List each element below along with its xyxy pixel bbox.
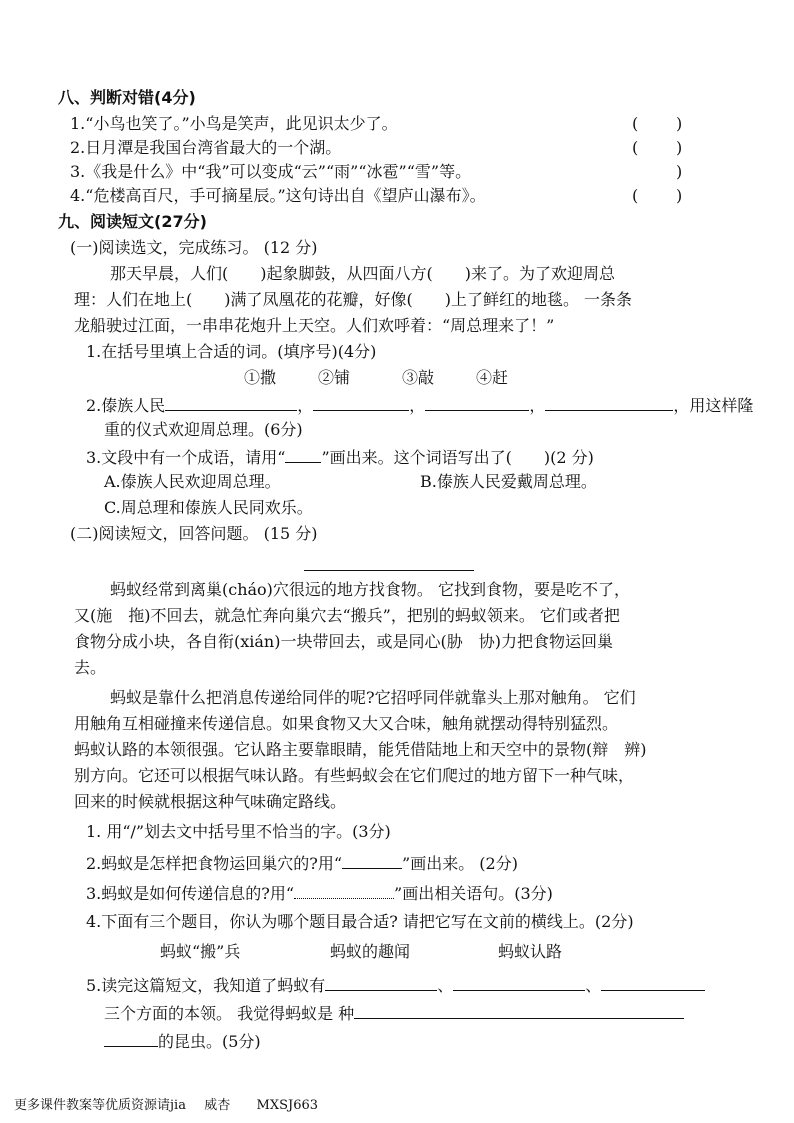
q4-option-3: 蚂蚁认路 bbox=[498, 942, 563, 961]
q1-option-2: ②铺 bbox=[318, 368, 351, 387]
p2q3-text-a: 3.蚂蚁是如何传递信息的?用“ bbox=[86, 884, 295, 903]
part2-question-4: 4.下面有三个题目，你认为哪个题目最合适? 请把它写在文前的横线上。(2分) bbox=[86, 912, 634, 931]
section9-title: 九、阅读短文(27分) bbox=[58, 212, 207, 231]
p2q5-line2-text: 三个方面的本领。 我觉得蚂蚁是 种 bbox=[104, 1004, 355, 1023]
p2q5-text-a: 5.读完这篇短文，我知道了蚂蚁有 bbox=[86, 976, 326, 995]
q4-option-1: 蚂蚁“搬”兵 bbox=[160, 942, 241, 961]
answer-paren-close-4: ) bbox=[676, 186, 683, 205]
passage1-line-2: 理：人们在地上( )满了凤凰花的花瓣，好像( )上了鲜红的地毯。 一条条 bbox=[74, 290, 633, 309]
part1-question-3 bbox=[86, 446, 594, 468]
passage2-p2-line-3: 蚂蚁认路的本领很强。它认路主要靠眼睛，能凭借陆地上和天空中的景物(辩 辨) bbox=[74, 740, 647, 759]
passage2-p2-line-2: 用触角互相碰撞来传递信息。如果食物又大又合味，触角就摆动得特别猛烈。 bbox=[74, 714, 619, 733]
part2-question-2 bbox=[86, 852, 518, 874]
p2q5-blank-5[interactable] bbox=[104, 1030, 158, 1047]
footer bbox=[14, 1094, 318, 1113]
q3-underline-sample bbox=[285, 446, 321, 463]
judge-item-1: 1.“小鸟也笑了。”小鸟是笑声，此见识太少了。 bbox=[70, 114, 398, 133]
q3-option-c: C.周总理和傣族人民同欢乐。 bbox=[104, 498, 313, 517]
footer-text-1: 更多课件教案等优质资源请jia bbox=[14, 1098, 186, 1113]
answer-paren-close-3: ) bbox=[676, 162, 683, 181]
q2-sep-3: ， bbox=[529, 396, 546, 415]
passage2-p2-line-4: 别方向。它还可以根据气味认路。有些蚂蚁会在它们爬过的地方留下一种气味， bbox=[74, 766, 635, 785]
part1-header: (一)阅读选文，完成练习。 (12 分) bbox=[70, 238, 318, 257]
part2-question-1: 1. 用“/”划去文中括号里不恰当的字。(3分) bbox=[86, 822, 391, 841]
passage2-p2-line-5: 回来的时候就根据这种气味确定路线。 bbox=[74, 792, 347, 811]
q2-blank-3[interactable] bbox=[425, 394, 529, 411]
p2q5-blank-3[interactable] bbox=[601, 974, 705, 991]
q2-prefix: 2.傣族人民 bbox=[86, 396, 166, 415]
footer-text-3: MXSJ663 bbox=[256, 1098, 319, 1113]
passage2-p1-line-3: 食物分成小块，各自衔(xián)一块带回去，或是同心(胁 协)力把食物运回巢 bbox=[74, 632, 613, 651]
title-blank-line[interactable] bbox=[304, 550, 474, 571]
q5-line-3 bbox=[104, 1030, 261, 1052]
part2-question-5 bbox=[86, 974, 705, 996]
q2-sep-2: ， bbox=[409, 396, 426, 415]
part1-question-1: 1.在括号里填上合适的词。(填序号)(4分) bbox=[86, 342, 377, 361]
q2-blank-1[interactable] bbox=[165, 394, 297, 411]
q4-option-2: 蚂蚁的趣闻 bbox=[330, 942, 411, 961]
p2q2-underline-sample bbox=[342, 852, 402, 869]
answer-paren-close-1: ) bbox=[676, 114, 683, 133]
answer-paren-2[interactable]: ( bbox=[632, 138, 639, 157]
answer-paren-1[interactable]: ( bbox=[632, 114, 639, 133]
p2q2-text-a: 2.蚂蚁是怎样把食物运回巢穴的?用“ bbox=[86, 854, 343, 873]
q1-option-1: ①撒 bbox=[244, 368, 277, 387]
answer-paren-close-2: ) bbox=[676, 138, 683, 157]
q1-option-3: ③敲 bbox=[402, 368, 435, 387]
p2q5-sep-2: 、 bbox=[585, 976, 602, 995]
p2q2-text-b: ”画出来。 (2分) bbox=[402, 854, 518, 873]
q3-text-a: 3.文段中有一个成语，请用“ bbox=[86, 448, 286, 467]
judge-item-4: 4.“危楼高百尺，手可摘星辰。”这句诗出自《望庐山瀑布》。 bbox=[70, 186, 486, 205]
section8-title: 八、判断对错(4分) bbox=[58, 88, 196, 107]
q2-blank-2[interactable] bbox=[313, 394, 409, 411]
q3-option-a: A.傣族人民欢迎周总理。 bbox=[104, 472, 281, 491]
judge-item-2: 2.日月潭是我国台湾省最大的一个湖。 bbox=[70, 138, 342, 157]
passage2-p1-line-2: 又(施 拖)不回去，就急忙奔向巢穴去“搬兵”，把别的蚂蚁领来。 它们或者把 bbox=[74, 606, 620, 625]
part2-question-3 bbox=[86, 882, 553, 904]
passage2-p1-line-4: 去。 bbox=[74, 658, 107, 677]
p2q5-blank-4[interactable] bbox=[354, 1002, 684, 1019]
q5-line-2 bbox=[104, 1002, 684, 1024]
p2q3-text-b: ”画出相关语句。(3分) bbox=[394, 884, 553, 903]
p2q3-wavy-sample bbox=[294, 882, 394, 899]
passage1-line-1: 那天早晨，人们( )起象脚鼓，从四面八方( )来了。为了欢迎周总 bbox=[110, 264, 615, 283]
footer-text-2: 威杏 bbox=[204, 1098, 231, 1113]
judge-item-3: 3.《我是什么》中“我”可以变成“云”“雨”“冰雹”“雪”等。 bbox=[70, 162, 472, 181]
p2q5-blank-2[interactable] bbox=[453, 974, 585, 991]
p2q5-line3-text: 的昆虫。(5分) bbox=[158, 1032, 261, 1051]
passage1-line-3: 龙船驶过江面，一串串花炮升上天空。人们欢呼着：“周总理来了！” bbox=[74, 316, 555, 335]
p2q5-sep-1: 、 bbox=[437, 976, 454, 995]
answer-paren-4[interactable]: ( bbox=[632, 186, 639, 205]
q3-option-b: B.傣族人民爱戴周总理。 bbox=[420, 472, 597, 491]
p2q5-blank-1[interactable] bbox=[325, 974, 437, 991]
part2-header: (二)阅读短文，回答问题。 (15 分) bbox=[70, 524, 318, 543]
q2-blank-4[interactable] bbox=[545, 394, 673, 411]
passage2-p2-line-1: 蚂蚁是靠什么把消息传递给同伴的呢?它招呼同伴就靠头上那对触角。 它们 bbox=[110, 688, 636, 707]
q2-line-1 bbox=[86, 394, 753, 416]
q2-line-2: 重的仪式欢迎周总理。(6分) bbox=[104, 420, 303, 439]
q2-sep-1: ， bbox=[297, 396, 314, 415]
q1-option-4: ④赶 bbox=[476, 368, 509, 387]
q2-suffix: ，用这样隆 bbox=[673, 396, 754, 415]
q3-text-b: ”画出来。这个词语写出了( )(2 分) bbox=[321, 448, 594, 467]
passage2-p1-line-1: 蚂蚁经常到离巢(cháo)穴很远的地方找食物。 它找到食物，要是吃不了， bbox=[110, 580, 631, 599]
